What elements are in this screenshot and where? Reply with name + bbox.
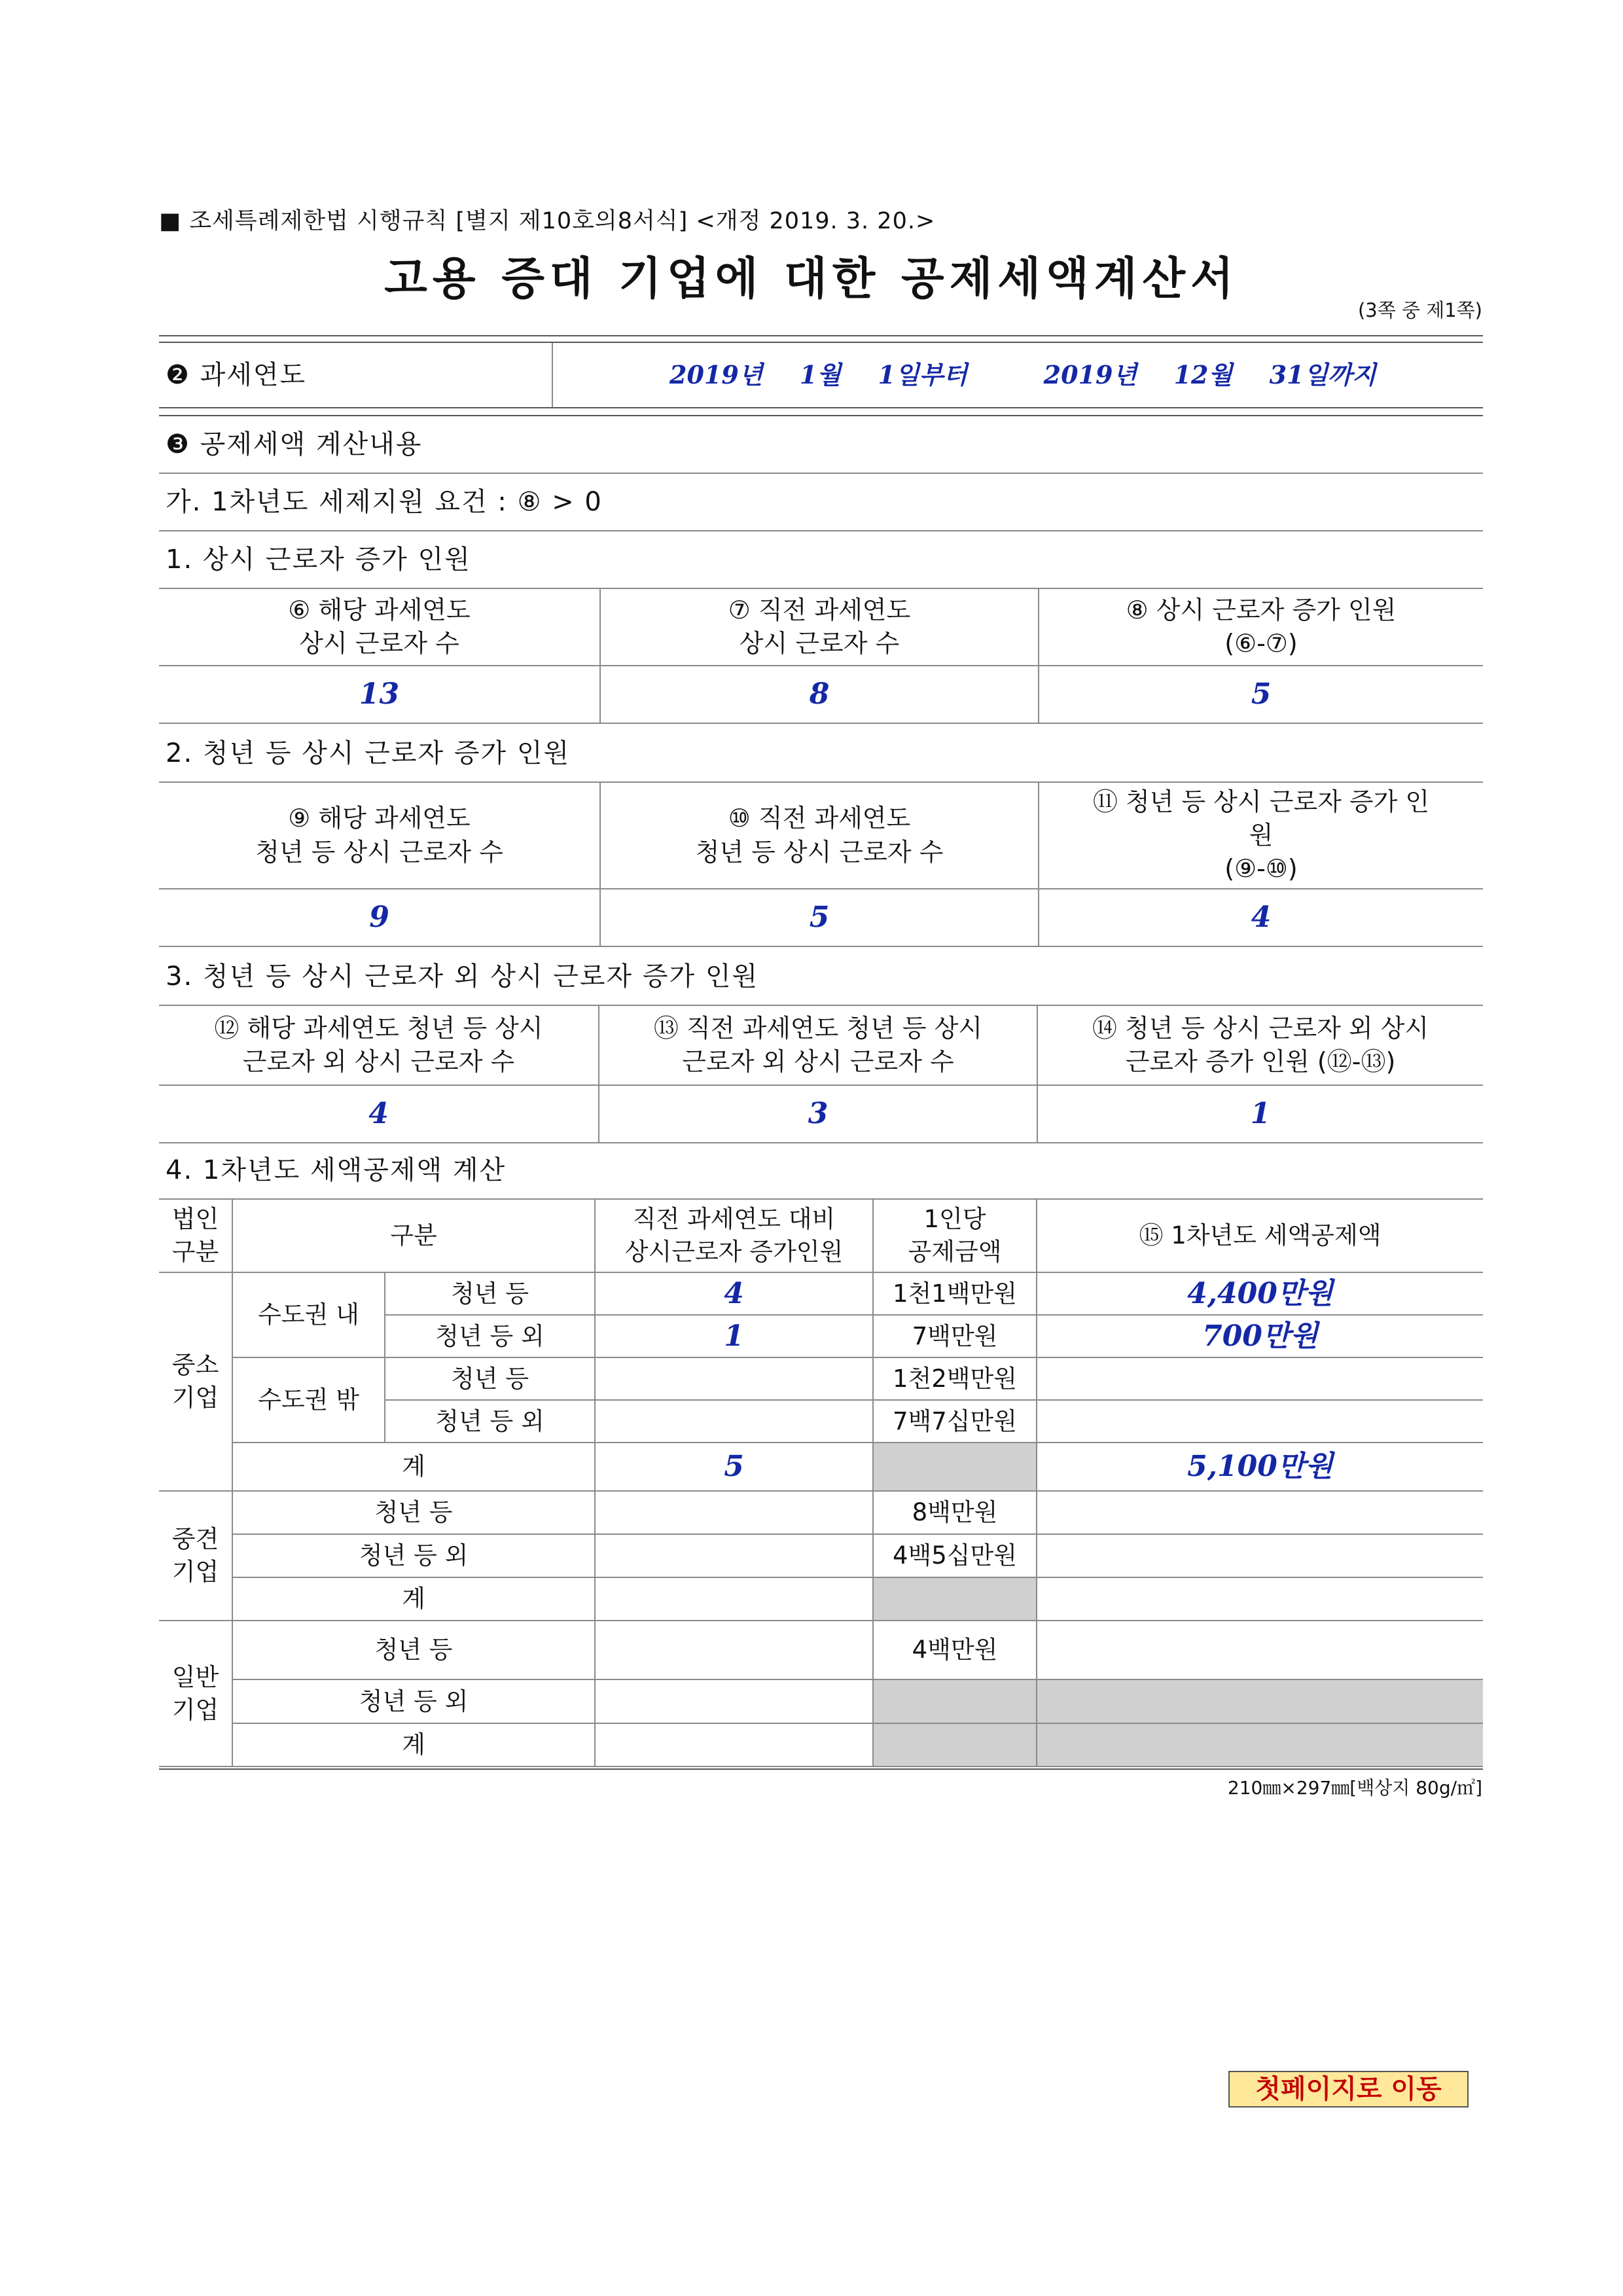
gen-youth-amt: 4백만원: [873, 1621, 1037, 1679]
tax-year-to-year: 2019년: [1043, 360, 1137, 389]
gen-youth-inc: [595, 1621, 873, 1679]
sme-in-youth-credit: 4,400만원: [1037, 1272, 1483, 1315]
part2-title: 2. 청년 등 상시 근로자 증가 인원: [166, 738, 571, 768]
mid-total-credit: [1037, 1577, 1483, 1621]
gen-total-inc: [595, 1723, 873, 1767]
tax-year-to-day: 31일까지: [1269, 360, 1376, 389]
sme-in-non-credit: 700만원: [1037, 1315, 1483, 1357]
v13: 3: [599, 1085, 1037, 1143]
gen-total-amt: [873, 1723, 1037, 1767]
part2-table: [159, 781, 1483, 947]
part4-title: 4. 1차년도 세액공제액 계산: [166, 1155, 507, 1185]
sme-total-label: 계: [232, 1443, 595, 1491]
part3-title: 3. 청년 등 상시 근로자 외 상시 근로자 증가 인원: [166, 961, 759, 992]
tax-year-from-month: 1월: [799, 360, 842, 389]
sme-in-youth-inc: 4: [595, 1272, 873, 1315]
tax-year-row: [159, 343, 1483, 407]
part1-table: [159, 588, 1483, 724]
tax-year-range: [669, 343, 1376, 407]
sme-out-non-amt: 7백7십만원: [873, 1400, 1037, 1443]
col-div: 구분: [232, 1199, 595, 1272]
page-title: 고용 증대 기업에 대한 공제세액계산서: [384, 253, 1239, 305]
sme-total-amt: [873, 1443, 1037, 1491]
h13: ⑬ 직전 과세연도 청년 등 상시 근로자 외 상시 근로자 수: [599, 1005, 1037, 1085]
col-credit: ⑮ 1차년도 세액공제액: [1037, 1199, 1483, 1272]
section3-title: ❸ 공제세액 계산내용: [166, 429, 423, 459]
go-first-page-button[interactable]: 첫페이지로 이동: [1228, 2071, 1469, 2108]
tax-year-to-month: 12월: [1173, 360, 1233, 389]
law-reference: ■ 조세특례제한법 시행규칙 [별지 제10호의8서식] <개정 2019. 3. 20.>: [159, 208, 936, 234]
v7: 8: [600, 666, 1039, 723]
sme-out-youth-inc: [595, 1357, 873, 1400]
gen-non-inc: [595, 1679, 873, 1723]
part3-table: [159, 1005, 1483, 1143]
h14: ⑭ 청년 등 상시 근로자 외 상시 근로자 증가 인원 (⑫-⑬): [1037, 1005, 1483, 1085]
v11: 4: [1039, 889, 1483, 946]
sme-total-credit: 5,100만원: [1037, 1443, 1483, 1491]
gen-non-credit: [1037, 1679, 1483, 1723]
h8: ⑧ 상시 근로자 증가 인원 (⑥-⑦): [1039, 588, 1483, 666]
tax-year-from-day: 1일부터: [878, 360, 968, 389]
v12: 4: [159, 1085, 599, 1143]
h6: ⑥ 해당 과세연도 상시 근로자 수: [159, 588, 600, 666]
mid-non-amt: 4백5십만원: [873, 1534, 1037, 1577]
v9: 9: [159, 889, 600, 946]
gen-youth-label: 청년 등: [232, 1621, 595, 1679]
mid-youth-inc: [595, 1491, 873, 1534]
mid-label: 중견 기업: [159, 1491, 232, 1621]
gen-youth-credit: [1037, 1621, 1483, 1679]
col-corp: 법인 구분: [159, 1199, 232, 1272]
sme-in-non-label: 청년 등 외: [385, 1315, 595, 1357]
mid-total-inc: [595, 1577, 873, 1621]
tax-year-from-year: 2019년: [669, 360, 763, 389]
mid-non-label: 청년 등 외: [232, 1534, 595, 1577]
gen-non-label: 청년 등 외: [232, 1679, 595, 1723]
mid-non-inc: [595, 1534, 873, 1577]
h7: ⑦ 직전 과세연도 상시 근로자 수: [600, 588, 1039, 666]
sme-out-non-inc: [595, 1400, 873, 1443]
sme-in-non-amt: 7백만원: [873, 1315, 1037, 1357]
sme-label: 중소 기업: [159, 1272, 232, 1491]
part4-table: [159, 1198, 1483, 1767]
sme-total-inc: 5: [595, 1443, 873, 1491]
metro-out-label: 수도권 밖: [232, 1357, 385, 1443]
gen-non-amt: [873, 1679, 1037, 1723]
part1-title: 1. 상시 근로자 증가 인원: [166, 545, 471, 575]
tax-year-label: ❷ 과세연도: [166, 360, 307, 390]
mid-total-label: 계: [232, 1577, 595, 1621]
h10: ⑩ 직전 과세연도 청년 등 상시 근로자 수: [600, 782, 1039, 889]
sme-in-non-inc: 1: [595, 1315, 873, 1357]
sme-in-youth-label: 청년 등: [385, 1272, 595, 1315]
sme-in-youth-amt: 1천1백만원: [873, 1272, 1037, 1315]
sme-out-non-label: 청년 등 외: [385, 1400, 595, 1443]
h9: ⑨ 해당 과세연도 청년 등 상시 근로자 수: [159, 782, 600, 889]
col-per-person: 1인당 공제금액: [873, 1199, 1037, 1272]
section3-requirement: 가. 1차년도 세제지원 요건 : ⑧ > 0: [166, 487, 603, 517]
v14: 1: [1037, 1085, 1483, 1143]
gen-total-credit: [1037, 1723, 1483, 1767]
col-increase: 직전 과세연도 대비 상시근로자 증가인원: [595, 1199, 873, 1272]
mid-youth-credit: [1037, 1491, 1483, 1534]
v10: 5: [600, 889, 1039, 946]
sme-out-youth-amt: 1천2백만원: [873, 1357, 1037, 1400]
sme-out-youth-credit: [1037, 1357, 1483, 1400]
gen-total-label: 계: [232, 1723, 595, 1767]
h11: ⑪ 청년 등 상시 근로자 증가 인 원 (⑨-⑩): [1039, 782, 1483, 889]
paper-spec: 210㎜×297㎜[백상지 80g/㎡]: [1227, 1777, 1482, 1799]
mid-youth-label: 청년 등: [232, 1491, 595, 1534]
h12: ⑫ 해당 과세연도 청년 등 상시 근로자 외 상시 근로자 수: [159, 1005, 599, 1085]
mid-total-amt: [873, 1577, 1037, 1621]
metro-in-label: 수도권 내: [232, 1272, 385, 1357]
gen-label: 일반 기업: [159, 1621, 232, 1767]
sme-out-youth-label: 청년 등: [385, 1357, 595, 1400]
mid-non-credit: [1037, 1534, 1483, 1577]
mid-youth-amt: 8백만원: [873, 1491, 1037, 1534]
sme-out-non-credit: [1037, 1400, 1483, 1443]
v6: 13: [159, 666, 600, 723]
v8: 5: [1039, 666, 1483, 723]
page-info: (3쪽 중 제1쪽): [1357, 299, 1482, 321]
